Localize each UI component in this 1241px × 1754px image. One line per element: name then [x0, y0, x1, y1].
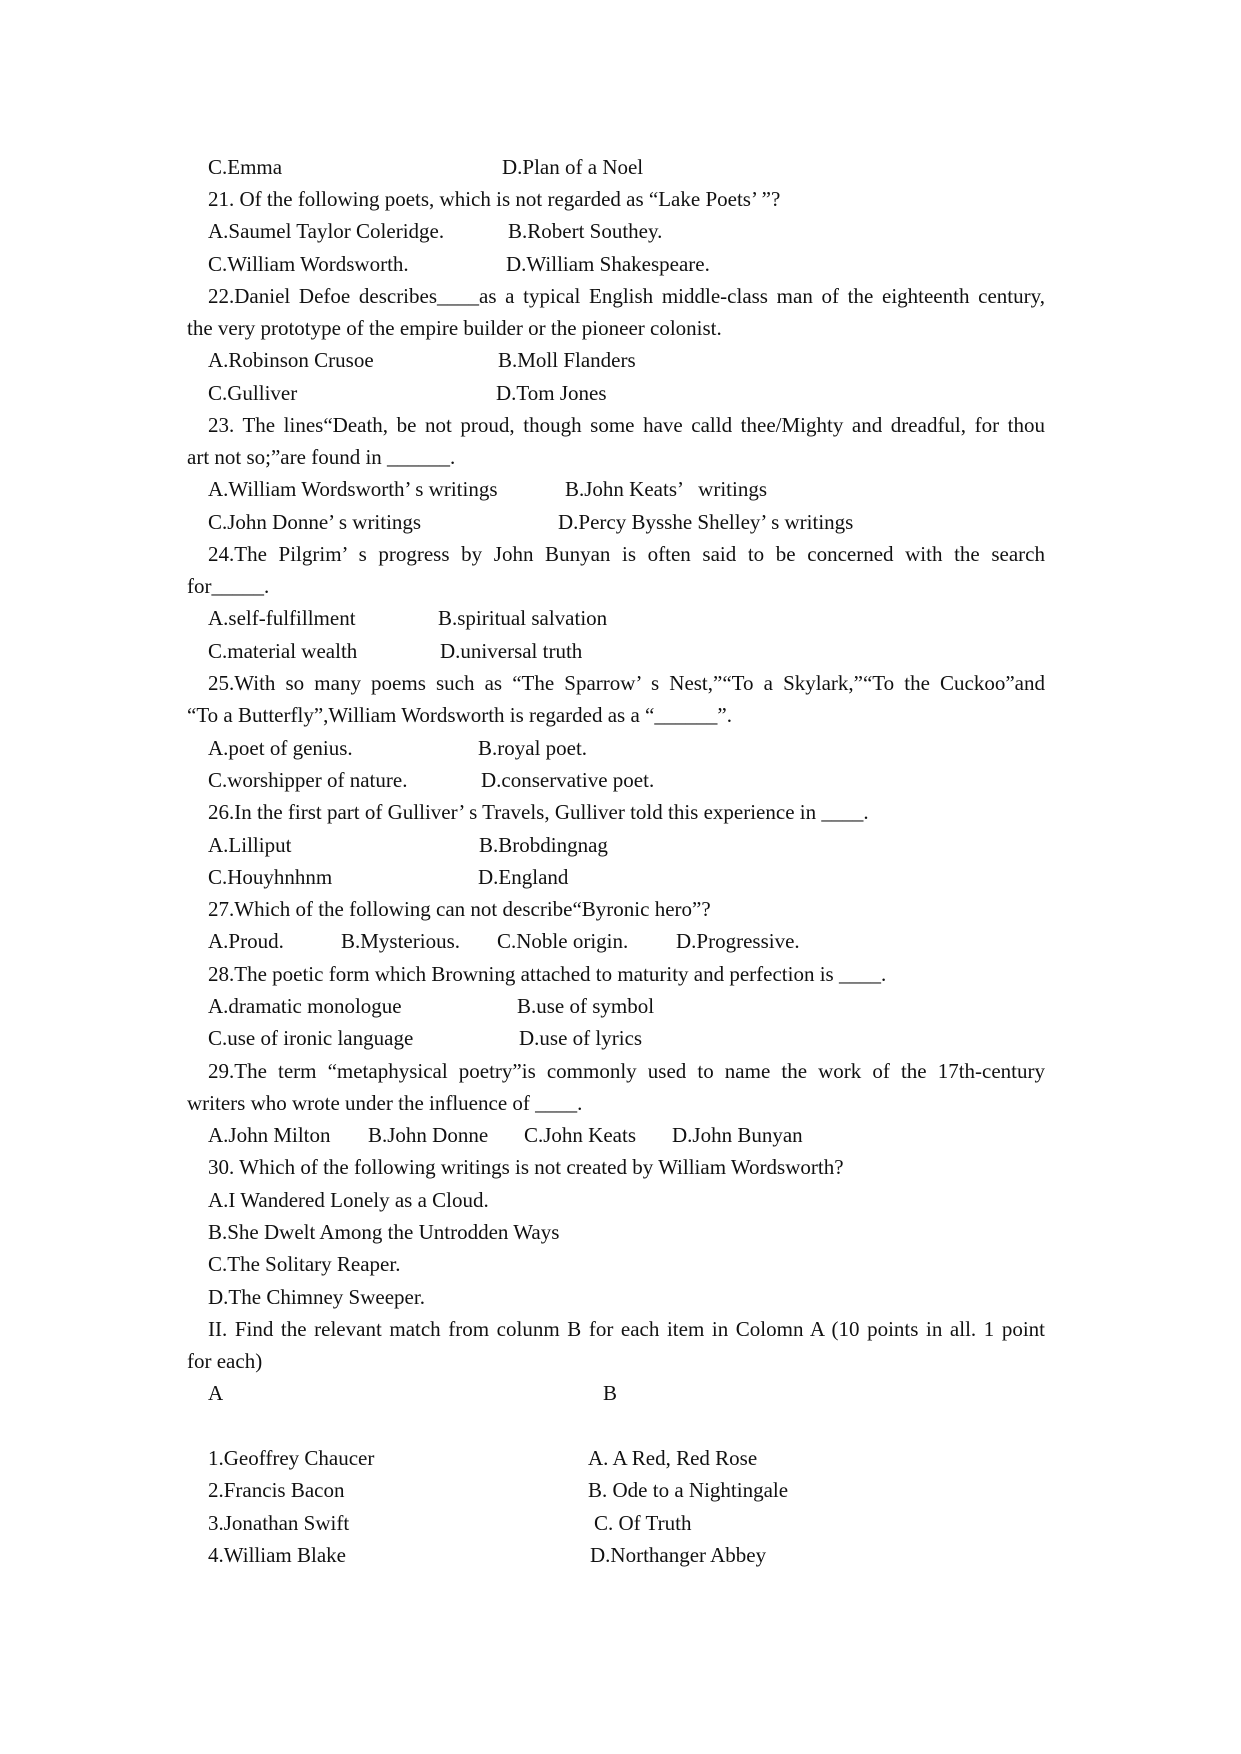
q22-option-b: B.Moll Flanders: [498, 348, 636, 372]
q28-stem: 28.The poetic form which Browning attached to maturity and perfection is ____.: [208, 962, 887, 986]
column-a-item: 2.Francis Bacon: [208, 1478, 345, 1502]
q25-option-b: B.royal poet.: [478, 736, 588, 760]
q21-option-b: B.Robert Southey.: [508, 219, 663, 243]
q30-option-c: C.The Solitary Reaper.: [208, 1252, 401, 1276]
q21-option-a: A.Saumel Taylor Coleridge.: [208, 219, 445, 243]
q28-option-a: A.dramatic monologue: [208, 994, 402, 1018]
q23-option-b: B.John Keats’ writings: [565, 477, 768, 501]
q23-option-d: D.Percy Bysshe Shelley’ s writings: [558, 510, 854, 534]
q23-option-c: C.John Donne’ s writings: [208, 510, 422, 534]
q26-option-a: A.Lilliput: [208, 833, 292, 857]
q30-option-a: A.I Wandered Lonely as a Cloud.: [208, 1188, 489, 1212]
column-b-item: C. Of Truth: [594, 1511, 692, 1535]
q23-stem-line1: 23. The lines“Death, be not proud, though some have calld thee/Mighty and dreadful, for thou: [208, 413, 1045, 437]
q23-stem-line2: art not so;”are found in ______.: [187, 445, 456, 469]
q24-stem-line1: 24.The Pilgrim’ s progress by John Bunyan is often said to be concerned with the search: [208, 542, 1045, 566]
q21-stem: 21. Of the following poets, which is not regarded as “Lake Poets’ ”?: [208, 187, 781, 211]
q28-option-c: C.use of ironic language: [208, 1026, 414, 1050]
column-b-item: B. Ode to a Nightingale: [588, 1478, 789, 1502]
q24-option-b: B.spiritual salvation: [438, 606, 608, 630]
q29-option-d: D.John Bunyan: [672, 1123, 803, 1147]
q21-option-d: D.William Shakespeare.: [506, 252, 710, 276]
q29-stem-line1: 29.The term “metaphysical poetry”is commonly used to name the work of the 17th-century: [208, 1059, 1045, 1083]
q28-option-b: B.use of symbol: [517, 994, 655, 1018]
q30-option-d: D.The Chimney Sweeper.: [208, 1285, 425, 1309]
part2-heading-line1: II. Find the relevant match from colunm B for each item in Colomn A (10 points in all. 1 point: [208, 1317, 1045, 1341]
q24-option-d: D.universal truth: [440, 639, 583, 663]
q26-option-c: C.Houyhnhnm: [208, 865, 333, 889]
q25-option-d: D.conservative poet.: [481, 768, 655, 792]
q27-option-b: B.Mysterious.: [341, 929, 461, 953]
column-b-item: A. A Red, Red Rose: [588, 1446, 758, 1470]
q25-option-a: A.poet of genius.: [208, 736, 353, 760]
column-b-label: B: [603, 1381, 618, 1405]
q22-stem-line2: the very prototype of the empire builder or the pioneer colonist.: [187, 316, 722, 340]
q29-option-c: C.John Keats: [524, 1123, 636, 1147]
column-b-item: D.Northanger Abbey: [590, 1543, 767, 1567]
q24-option-a: A.self-fulfillment: [208, 606, 356, 630]
q27-option-a: A.Proud.: [208, 929, 284, 953]
q25-option-c: C.worshipper of nature.: [208, 768, 408, 792]
q27-option-d: D.Progressive.: [676, 929, 800, 953]
q22-option-d: D.Tom Jones: [496, 381, 607, 405]
q22-stem-line1: 22.Daniel Defoe describes____as a typical English middle-class man of the eighteenth century,: [208, 284, 1045, 308]
q20-option-c: C.Emma: [208, 155, 283, 179]
q30-option-b: B.She Dwelt Among the Untrodden Ways: [208, 1220, 560, 1244]
column-a-label: A: [208, 1381, 224, 1405]
part2-heading-line2: for each): [187, 1349, 263, 1373]
q22-option-a: A.Robinson Crusoe: [208, 348, 374, 372]
column-a-item: 4.William Blake: [208, 1543, 346, 1567]
q30-stem: 30. Which of the following writings is not created by William Wordsworth?: [208, 1155, 844, 1179]
column-a-item: 3.Jonathan Swift: [208, 1511, 350, 1535]
q21-option-c: C.William Wordsworth.: [208, 252, 409, 276]
q25-stem-line2: “To a Butterfly”,William Wordsworth is regarded as a “______”.: [187, 703, 732, 727]
q28-option-d: D.use of lyrics: [519, 1026, 643, 1050]
q29-option-a: A.John Milton: [208, 1123, 331, 1147]
q24-stem-line2: for_____.: [187, 574, 270, 598]
q26-option-b: B.Brobdingnag: [479, 833, 608, 857]
q25-stem-line1: 25.With so many poems such as “The Sparrow’ s Nest,”“To a Skylark,”“To the Cuckoo”and: [208, 671, 1045, 695]
q27-stem: 27.Which of the following can not describe“Byronic hero”?: [208, 897, 711, 921]
q26-option-d: D.England: [478, 865, 569, 889]
q26-stem: 26.In the first part of Gulliver’ s Travels, Gulliver told this experience in ____.: [208, 800, 869, 824]
q27-option-c: C.Noble origin.: [497, 929, 629, 953]
q23-option-a: A.William Wordsworth’ s writings: [208, 477, 498, 501]
q29-stem-line2: writers who wrote under the influence of ____.: [187, 1091, 583, 1115]
q29-option-b: B.John Donne: [368, 1123, 489, 1147]
q24-option-c: C.material wealth: [208, 639, 358, 663]
q22-option-c: C.Gulliver: [208, 381, 298, 405]
q20-option-d: D.Plan of a Noel: [502, 155, 644, 179]
column-a-item: 1.Geoffrey Chaucer: [208, 1446, 375, 1470]
